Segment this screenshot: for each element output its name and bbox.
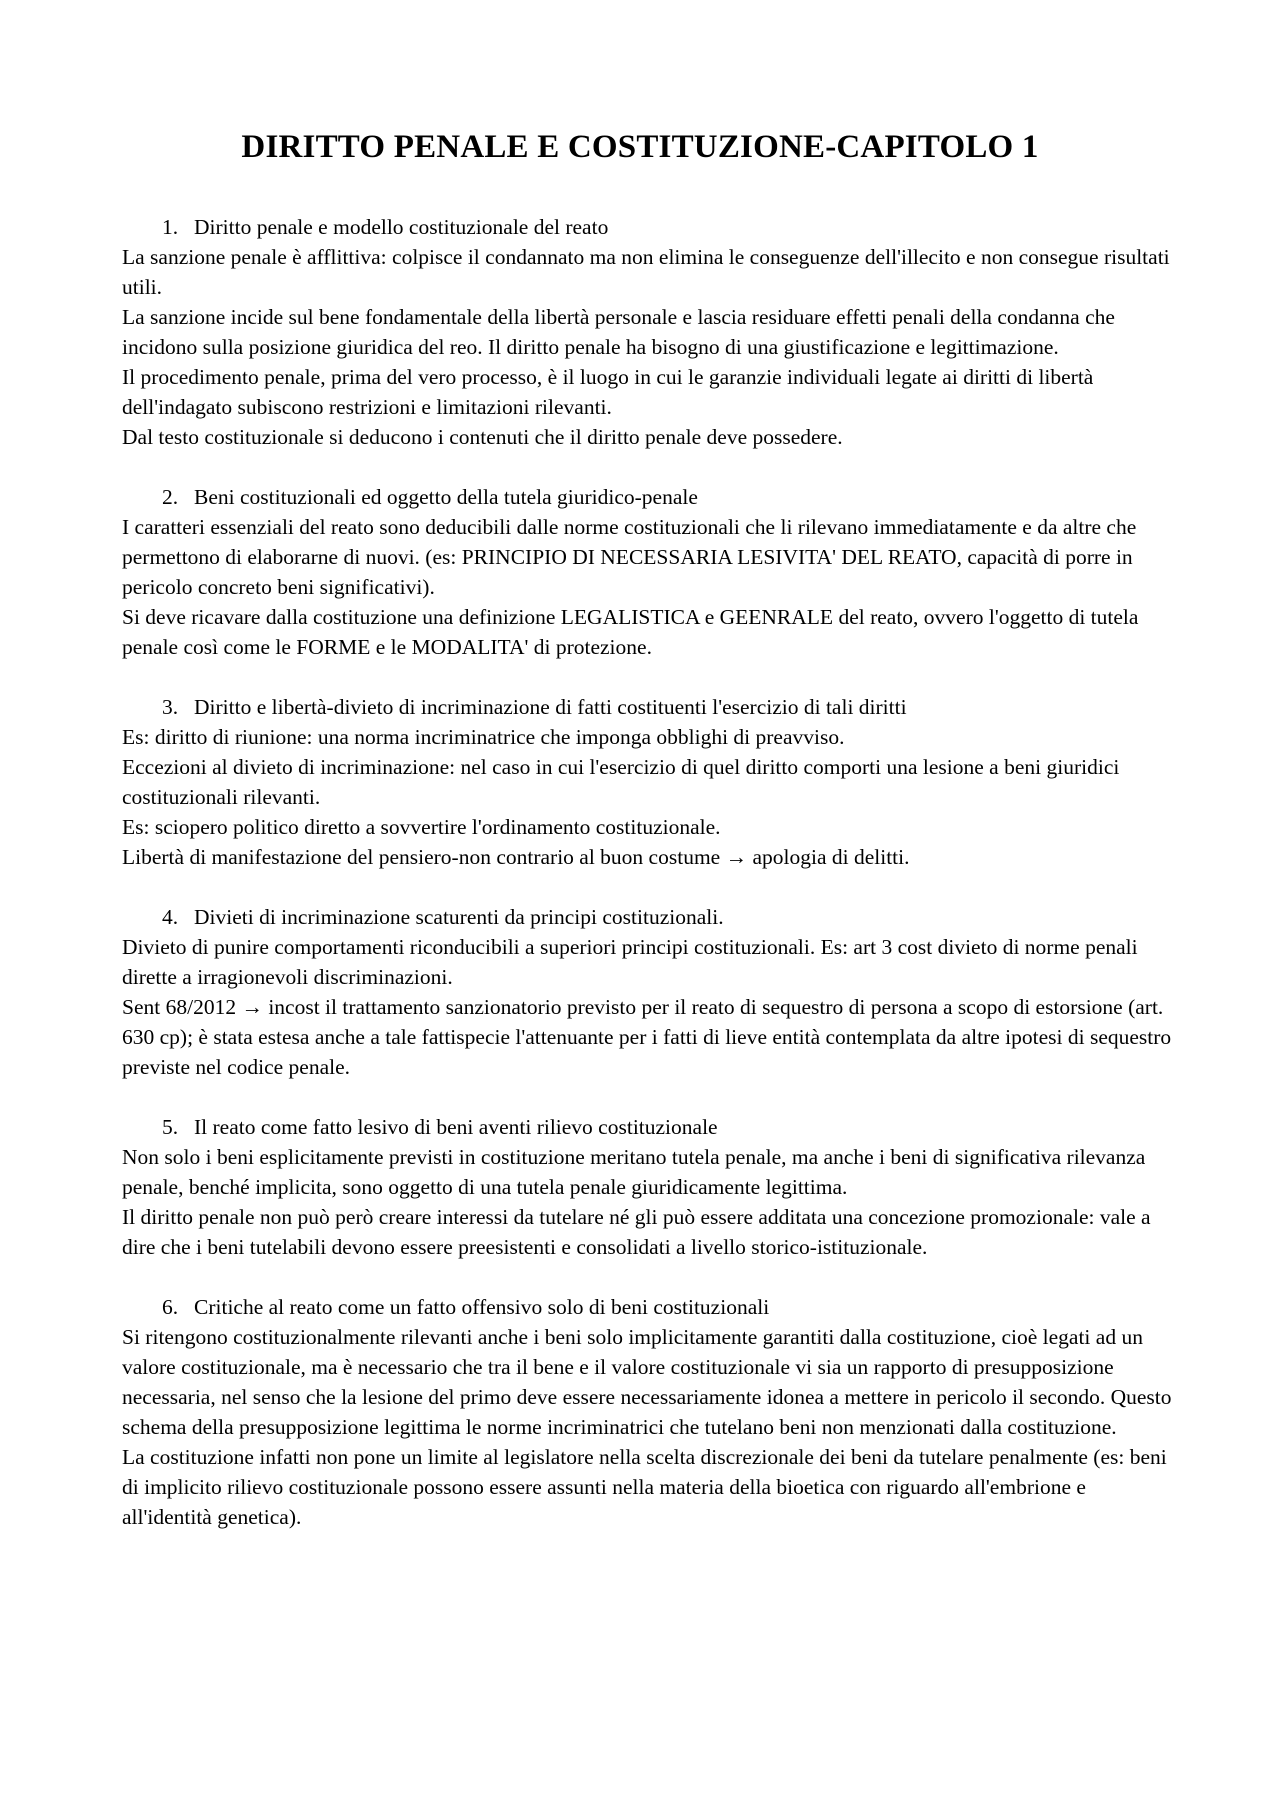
section-number: 2. <box>162 485 179 509</box>
paragraph: Non solo i beni esplicitamente previsti in costituzione meritano tutela penale, ma anche i beni di significativa rilevanza penale, benché implicita, sono oggetto di una tutela penale giuridicamente legittima. <box>122 1145 1146 1199</box>
paragraph: Eccezioni al divieto di incriminazione: nel caso in cui l'esercizio di quel diritto comporti una lesione a beni giuridici costituzionali rilevanti. <box>122 755 1120 809</box>
section-2 <box>122 482 1174 662</box>
section-heading-text: Critiche al reato come un fatto offensivo solo di beni costituzionali <box>194 1295 770 1319</box>
section-heading-text: Beni costituzionali ed oggetto della tutela giuridico-penale <box>194 485 698 509</box>
section-heading <box>122 482 1174 512</box>
section-4 <box>122 902 1174 1082</box>
section-6 <box>122 1292 1174 1532</box>
section-heading-text: Il reato come fatto lesivo di beni aventi rilievo costituzionale <box>194 1115 718 1139</box>
section-number: 4. <box>162 905 179 929</box>
section-heading <box>122 1112 1174 1142</box>
section-heading-text: Divieti di incriminazione scaturenti da principi costituzionali. <box>194 905 724 929</box>
section-3 <box>122 692 1174 872</box>
paragraph: Dal testo costituzionale si deducono i contenuti che il diritto penale deve possedere. <box>122 425 843 449</box>
document-body <box>122 212 1174 1562</box>
paragraph: Si deve ricavare dalla costituzione una definizione LEGALISTICA e GEENRALE del reato, ovvero l'oggetto di tutela penale così come le FORME e le MODALITA' di protezione. <box>122 605 1139 659</box>
section-number: 5. <box>162 1115 179 1139</box>
paragraph: Si ritengono costituzionalmente rilevanti anche i beni solo implicitamente garantiti dalla costituzione, cioè legati ad un valore costituzionale, ma è necessario che tra il bene e il valore costituzionale vi sia un rapporto di presupposizione necessaria, nel senso che la lesione del primo deve essere necessariamente idonea a mettere in pericolo il secondo. Questo schema della presupposizione legittima le norme incriminatrici che tutelano beni non menzionati dalla costituzione. <box>122 1325 1172 1439</box>
paragraph: I caratteri essenziali del reato sono deducibili dalle norme costituzionali che li rilevano immediatamente e da altre che permettono di elaborarne di nuovi. (es: PRINCIPIO DI NECESSARIA LESIVITA' DEL REATO, capacità di porre in pericolo concreto beni significativi). <box>122 515 1137 599</box>
paragraph: Il procedimento penale, prima del vero processo, è il luogo in cui le garanzie individuali legate ai diritti di libertà dell'indagato subiscono restrizioni e limitazioni rilevanti. <box>122 365 1094 419</box>
section-heading <box>122 1292 1174 1322</box>
section-heading <box>122 692 1174 722</box>
section-number: 6. <box>162 1295 179 1319</box>
paragraph: Es: diritto di riunione: una norma incriminatrice che imponga obblighi di preavviso. <box>122 725 845 749</box>
paragraph: Sent 68/2012 → incost il trattamento sanzionatorio previsto per il reato di sequestro di persona a scopo di estorsione (art. 630 cp); è stata estesa anche a tale fattispecie l'attenuante per i fatti di lieve entità contemplata da altre ipotesi di sequestro previste nel codice penale. <box>122 995 1172 1079</box>
section-heading-text: Diritto e libertà-divieto di incriminazione di fatti costituenti l'esercizio di tali diritti <box>194 695 907 719</box>
paragraph: Libertà di manifestazione del pensiero-non contrario al buon costume → apologia di delitti. <box>122 845 910 869</box>
paragraph: Il diritto penale non può però creare interessi da tutelare né gli può essere additata una concezione promozionale: vale a dire che i beni tutelabili devono essere preesistenti e consolidati a livello storico-istituzionale. <box>122 1205 1151 1259</box>
section-5 <box>122 1112 1174 1262</box>
paragraph: La costituzione infatti non pone un limite al legislatore nella scelta discrezionale dei beni da tutelare penalmente (es: beni di implicito rilievo costituzionale possono essere assunti nella materia della bioetica con riguardo all'embrione e all'identità genetica). <box>122 1445 1167 1529</box>
section-heading-text: Diritto penale e modello costituzionale del reato <box>194 215 609 239</box>
section-heading <box>122 902 1174 932</box>
section-number: 3. <box>162 695 179 719</box>
paragraph: La sanzione incide sul bene fondamentale della libertà personale e lascia residuare effetti penali della condanna che incidono sulla posizione giuridica del reo. Il diritto penale ha bisogno di una giustificazione e legittimazione. <box>122 305 1115 359</box>
paragraph: La sanzione penale è afflittiva: colpisce il condannato ma non elimina le conseguenze dell'illecito e non consegue risultati utili. <box>122 245 1170 299</box>
paragraph: Divieto di punire comportamenti riconducibili a superiori principi costituzionali. Es: art 3 cost divieto di norme penali dirette a irragionevoli discriminazioni. <box>122 935 1138 989</box>
paragraph: Es: sciopero politico diretto a sovvertire l'ordinamento costituzionale. <box>122 815 721 839</box>
section-1 <box>122 212 1174 452</box>
section-heading <box>122 212 1174 242</box>
document-title: DIRITTO PENALE E COSTITUZIONE-CAPITOLO 1 <box>241 129 1039 165</box>
section-number: 1. <box>162 215 179 239</box>
